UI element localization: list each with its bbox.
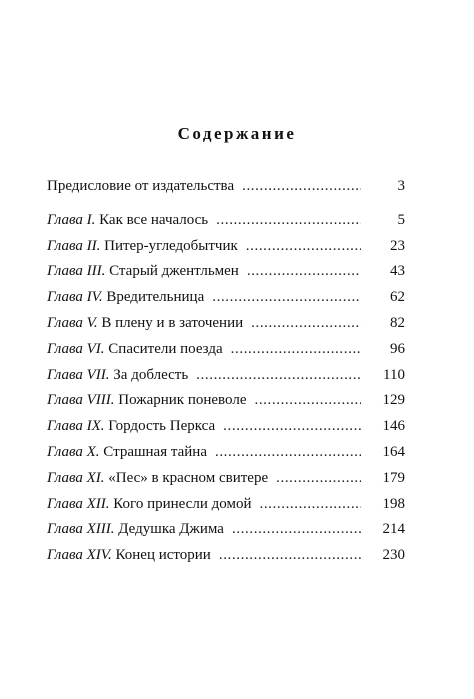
- dot-leader: [251, 313, 361, 333]
- toc-page-number: 146: [382, 418, 405, 435]
- chapter-title: Конец истории: [115, 547, 211, 564]
- toc-entry-chapter: [47, 210, 405, 236]
- chapter-label: Глава I.: [47, 211, 96, 228]
- dot-leader: [219, 545, 361, 565]
- dot-leader: [196, 365, 361, 385]
- dot-leader: [246, 236, 361, 256]
- toc-entry-title: [47, 261, 239, 281]
- toc-page-number: 214: [382, 521, 405, 538]
- dot-leader: [231, 339, 361, 359]
- toc-entry-chapter: [47, 313, 405, 339]
- toc-page-number: 179: [382, 469, 405, 486]
- chapter-title: Дедушка Джима: [118, 521, 224, 538]
- toc-entry-chapter: [47, 442, 405, 468]
- dot-leader: [216, 210, 361, 230]
- toc-entry-chapter: [47, 390, 405, 416]
- chapter-title: Питер-угледобытчик: [104, 237, 238, 254]
- dot-leader: [242, 176, 361, 196]
- chapter-label: Глава II.: [47, 237, 101, 254]
- dot-leader: [254, 390, 361, 410]
- toc-entry-title: [47, 442, 207, 462]
- chapter-title: За доблесть: [113, 366, 189, 383]
- dot-leader: [259, 494, 361, 514]
- toc-entry-chapter: [47, 545, 405, 571]
- toc-page-number: 198: [382, 495, 405, 512]
- chapter-label: Глава XIV.: [47, 547, 112, 564]
- dot-leader: [212, 287, 361, 307]
- chapter-label: Глава VI.: [47, 340, 105, 357]
- chapter-label: Глава III.: [47, 263, 106, 280]
- toc-entry-title: Предисловие от издательства: [47, 178, 235, 194]
- chapter-title: Кого принесли домой: [113, 495, 252, 512]
- toc-page-number: 3: [397, 178, 405, 194]
- toc-entry-preface: [47, 176, 405, 202]
- toc-page-number: 43: [390, 263, 405, 280]
- toc-page-number: 23: [390, 237, 405, 254]
- chapter-title: Страшная тайна: [103, 443, 207, 460]
- chapter-title: Как все началось: [99, 211, 209, 228]
- chapter-label: Глава V.: [47, 314, 98, 331]
- toc-entry-chapter: [47, 468, 405, 494]
- toc-page-number: 164: [382, 443, 405, 460]
- chapter-label: Глава VII.: [47, 366, 110, 383]
- chapter-label: Глава XI.: [47, 469, 105, 486]
- chapter-title: Вредительница: [106, 289, 205, 306]
- toc-entry-chapter: [47, 261, 405, 287]
- toc-page-number: 82: [390, 314, 405, 331]
- toc-entry-title: [47, 313, 243, 333]
- chapter-title: Пожарник поневоле: [118, 392, 247, 409]
- toc-entry-chapter: [47, 519, 405, 545]
- chapter-title: Старый джентльмен: [109, 263, 239, 280]
- toc-entry-title: [47, 210, 208, 230]
- dot-leader: [276, 468, 361, 488]
- dot-leader: [247, 261, 361, 281]
- dot-leader: [215, 442, 361, 462]
- toc-page-number: 5: [397, 211, 405, 228]
- toc-page-number: 110: [383, 366, 405, 383]
- toc-entry-title: [47, 236, 238, 256]
- chapter-title: Гордость Перкса: [108, 418, 216, 435]
- toc-entry-title: [47, 287, 204, 307]
- toc-entry-title: [47, 416, 215, 436]
- chapter-label: Глава IX.: [47, 418, 105, 435]
- toc-page-number: 230: [382, 547, 405, 564]
- dot-leader: [223, 416, 361, 436]
- toc-entry-title: [47, 365, 188, 385]
- toc-entry-chapter: [47, 287, 405, 313]
- chapter-label: Глава XII.: [47, 495, 110, 512]
- chapter-label: Глава X.: [47, 443, 100, 460]
- toc-entry-chapter: [47, 494, 405, 520]
- chapter-label: Глава XIII.: [47, 521, 115, 538]
- toc-entry-title: [47, 468, 268, 488]
- chapter-label: Глава VIII.: [47, 392, 115, 409]
- toc-entry-chapter: [47, 339, 405, 365]
- table-of-contents: [47, 176, 405, 571]
- toc-page-number: 129: [382, 392, 405, 409]
- chapter-title: Спасители поезда: [108, 340, 223, 357]
- chapter-label: Глава IV.: [47, 289, 103, 306]
- toc-heading: Содержание: [177, 124, 297, 143]
- toc-entry-title: [47, 390, 246, 410]
- chapter-title: «Пес» в красном свитере: [108, 469, 269, 486]
- dot-leader: [232, 519, 361, 539]
- toc-entry-chapter: [47, 365, 405, 391]
- chapter-title: В плену и в заточении: [101, 314, 244, 331]
- toc-entry-chapter: [47, 236, 405, 262]
- toc-entry-chapter: [47, 416, 405, 442]
- toc-entry-title: [47, 545, 211, 565]
- toc-entry-title: [47, 519, 224, 539]
- toc-entry-title: [47, 339, 223, 359]
- toc-page-number: 62: [390, 289, 405, 306]
- toc-page-number: 96: [390, 340, 405, 357]
- toc-entry-title: [47, 494, 251, 514]
